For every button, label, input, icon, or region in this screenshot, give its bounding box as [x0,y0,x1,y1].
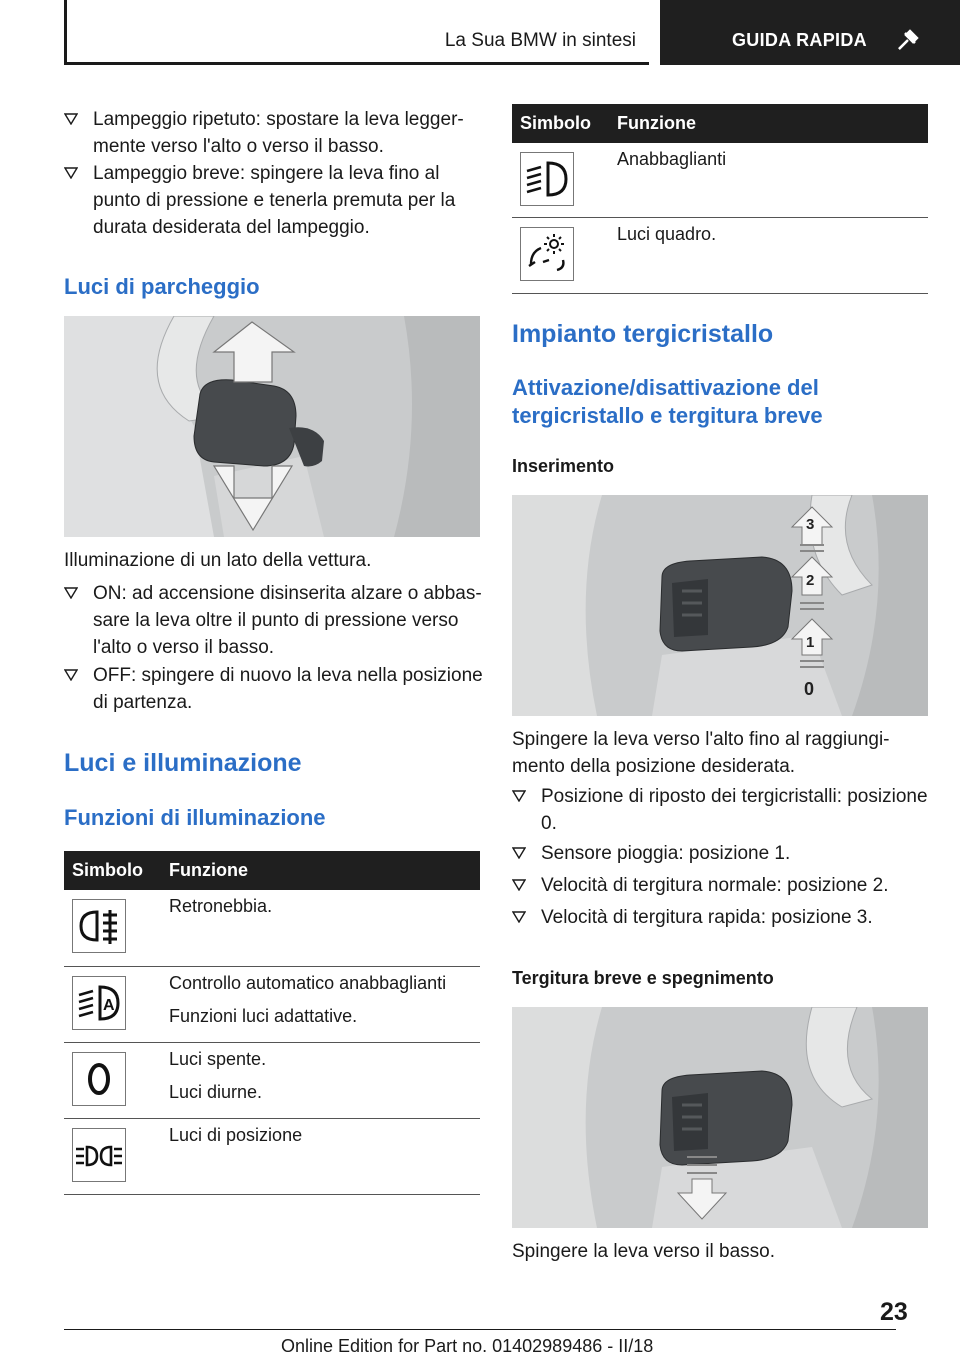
bullet-triangle-icon [64,113,78,125]
header-rule [64,0,67,64]
quick-guide-icon [896,28,920,57]
insert-caption: Spingere la leva verso l'alto fino al raggiungi- mento della posizione desiderata. [512,729,890,777]
function-line: Controllo automatico anabbaglianti [169,972,447,993]
list-item-text: Posizione di riposto dei tergicristalli: posizione 0. [541,786,928,834]
guide-tab-label: GUIDA RAPIDA [732,30,867,50]
low-beam-icon [520,152,574,206]
table-header-row [64,851,480,890]
edition-text: Online Edition for Part no. 01402989486 - II/18 [281,1336,654,1356]
function-line: Luci diurne. [169,1081,263,1102]
position-label: 2 [806,572,815,589]
table-row [64,890,480,966]
parking-caption: Illuminazione di un lato della vettura. [64,550,372,571]
col-symbol: Simbolo [512,104,617,143]
table-row [64,1042,480,1118]
insert-heading: Inserimento [512,456,615,476]
function-line: Luci di posizione [169,1124,303,1145]
table-row [64,1118,480,1194]
wiper-insert-photo [512,495,928,716]
functions-heading: Funzioni di illuminazione [64,805,326,830]
list-item-text: Velocità di tergitura rapida: posizione 3. [541,907,873,928]
parking-heading: Luci di parcheggio [64,274,260,299]
list-item-text: Lampeggio ripetuto: spostare la leva legger- mente verso l'alto o verso il basso. [93,109,464,157]
table-row [512,143,928,217]
list-item-text: Sensore pioggia: posizione 1. [541,843,791,864]
bullet-triangle-icon [512,911,526,923]
header-underline [64,62,649,65]
page-number: 23 [880,1298,908,1326]
bullet-triangle-icon [512,879,526,891]
short-wipe-caption: Spingere la leva verso il basso. [512,1241,775,1262]
col-symbol: Simbolo [64,851,169,890]
col-function: Funzione [169,851,480,890]
lights-heading: Luci e illuminazione [64,749,302,777]
bullet-triangle-icon [64,167,78,179]
fog-light-icon [72,899,126,953]
wiper-heading: Impianto tergicristallo [512,320,774,348]
function-line: Retronebbia. [169,896,273,916]
position-label: 3 [806,516,815,533]
function-line: Luci spente. [169,1048,267,1069]
bullet-triangle-icon [512,847,526,859]
lighting-functions-table-cont [512,104,928,294]
function-line: Funzioni luci adattative. [169,1005,358,1026]
function-line: Anabbaglianti [617,149,727,169]
auto-headlight-icon [72,976,126,1030]
guide-tab[interactable] [660,0,960,65]
wiper-subheading: Attivazione/disattivazione del tergicristallo e tergitura breve [512,375,823,428]
section-title: La Sua BMW in sintesi [444,30,636,51]
list-item-text: ON: ad accensione disinserita alzare o abbas- sare la leva oltre il punto di pressione verso l'alto o verso il basso. [93,583,482,658]
short-wipe-heading: Tergitura breve e spegnimento [512,968,774,988]
zero-position-icon [72,1052,126,1106]
list-item-text: Velocità di tergitura normale: posizione 2. [541,875,889,896]
svg-text:A: A [103,996,115,1014]
function-line: Luci quadro. [617,223,717,244]
table-row [64,966,480,1042]
bullet-triangle-icon [64,669,78,681]
table-header-row [512,104,928,143]
footer-rule [64,1329,896,1330]
position-label: 0 [804,679,815,699]
bullet-triangle-icon [512,790,526,802]
bullet-triangle-icon [64,587,78,599]
list-item-text: Lampeggio breve: spingere la leva fino al punto di pressione e tenerla premuta per la durata desiderata del lampeggio. [93,163,456,238]
col-function: Funzione [617,104,928,143]
instrument-lighting-icon [520,227,574,281]
table-row [512,217,928,293]
wiper-short-photo [512,1007,928,1228]
position-label: 1 [806,634,815,651]
parking-light-photo [64,316,480,537]
list-item-text: OFF: spingere di nuovo la leva nella posizione di partenza. [93,665,483,713]
lighting-functions-table [64,851,480,1195]
parking-light-icon [72,1128,126,1182]
